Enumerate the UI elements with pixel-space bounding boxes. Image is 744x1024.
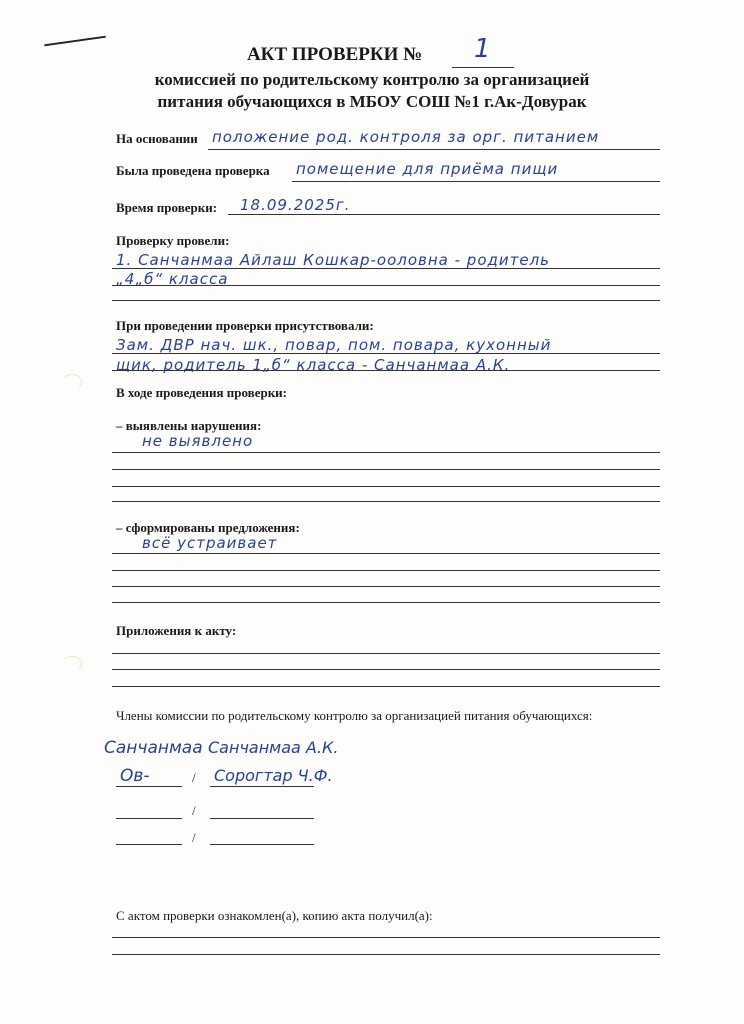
acknowledgement-rule1 [112,937,660,938]
proposals-rule2 [112,570,660,571]
violations-rule1 [112,452,660,453]
attachments-rule2 [112,669,660,670]
conducted-label: Проверку провели: [116,233,230,248]
punch-hole-mark [62,374,82,390]
basis-value: положение род. контроля за орг. питанием [212,128,600,146]
time-value: 18.09.2025г. [240,196,351,214]
present-line2: щик, родитель 1„б“ класса - Санчанмаа А.К. [116,356,511,374]
proposals-rule1 [112,553,660,554]
subtitle-line2: питания обучающихся в МБОУ СОШ №1 г.Ак-Довурак [157,92,587,111]
signature-line-3 [116,818,182,819]
inspection-line [292,181,660,182]
progress-label: В ходе проведения проверки: [116,385,287,400]
conducted-rule1 [112,268,660,269]
present-label: При проведении проверки присутствовали: [116,318,374,333]
act-number: 1 [474,34,492,64]
proposals-value: всё устраивает [142,534,278,552]
conducted-line2: „4„б“ класса [116,270,229,288]
basis-label: На основании [116,131,198,146]
present-rule2 [112,370,660,371]
name-line-2 [210,786,314,787]
violations-label: – выявлены нарушения: [116,418,262,433]
punch-hole-mark [62,656,82,672]
present-line1: Зам. ДВР нач. шк., повар, пом. повара, кухонный [116,336,552,354]
name-line-3 [210,818,314,819]
acknowledgement-rule2 [112,954,660,955]
violations-rule2 [112,469,660,470]
signature-line-2 [116,786,182,787]
proposals-rule4 [112,602,660,603]
signature-1: Санчанмаа [104,738,203,758]
conducted-rule2 [112,285,660,286]
proposals-rule3 [112,586,660,587]
present-rule1 [112,353,660,354]
members-label: Члены комиссии по родительскому контролю за организацией питания обучающихся: [116,708,593,723]
inspection-label: Была проведена проверка [116,163,270,178]
violations-value: не выявлено [142,432,254,450]
proposals-label: – сформированы предложения: [116,520,300,535]
time-label: Время проверки: [116,200,218,215]
member-name-2: Сорогтар Ч.Ф. [214,766,333,785]
number-underline [452,67,514,68]
member-name-1: Санчанмаа А.К. [208,738,339,757]
time-line [228,214,660,215]
name-line-4 [210,844,314,845]
attachments-rule3 [112,686,660,687]
acknowledgement-label: С актом проверки ознакомлен(а), копию акта получил(а): [116,908,433,923]
attachments-label: Приложения к акту: [116,623,237,638]
separator-3: / [192,803,196,818]
signature-2: Ов- [120,766,150,786]
separator-4: / [192,830,196,845]
title-text: АКТ ПРОВЕРКИ № [246,44,423,65]
conducted-rule3 [112,300,660,301]
conducted-line1: 1. Санчанмаа Айлаш Кошкар-ооловна - родитель [116,251,551,269]
separator-2: / [192,770,196,785]
subtitle-line1: комиссией по родительскому контролю за организацией [154,70,590,89]
violations-rule4 [112,501,660,502]
attachments-rule1 [112,653,660,654]
inspection-value: помещение для приёма пищи [296,160,559,178]
document-title [0,44,744,66]
violations-rule3 [112,486,660,487]
basis-line [208,149,660,150]
signature-line-4 [116,844,182,845]
